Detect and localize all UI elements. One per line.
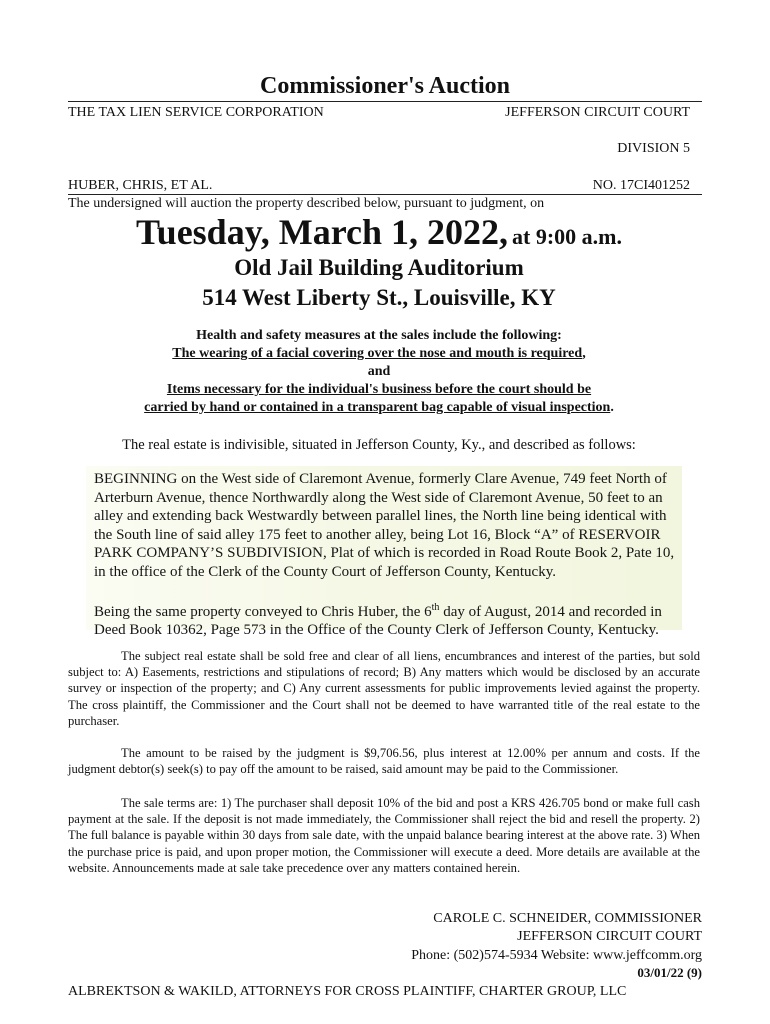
title-rule xyxy=(68,101,702,102)
judgment-amount-paragraph: The amount to be raised by the judgment is $9,706.56, plus interest at 12.00% per annum and costs. If the judgment debtor(s) seek(s) to pay off the amount to be raised, said amount may be paid to the Commissioner. xyxy=(68,746,700,777)
division: DIVISION 5 xyxy=(617,141,690,156)
health-item-1: The wearing of a facial covering over the nose and mouth is required, xyxy=(172,346,586,361)
sale-date: Tuesday, March 1, 2022, xyxy=(135,212,509,252)
sale-date-line xyxy=(68,212,690,252)
conveyance-note: Being the same property conveyed to Chris Huber, the 6th day of August, 2014 and recorded in Deed Book 10362, Page 573 in the Office of the County Clerk of Jefferson County, Kentucky. xyxy=(94,601,662,639)
sale-address: 514 West Liberty St., Louisville, KY xyxy=(202,285,556,310)
health-and: and xyxy=(367,364,391,379)
commissioner-court: JEFFERSON CIRCUIT COURT xyxy=(517,929,702,944)
page-title: Commissioner's Auction xyxy=(259,73,510,99)
court-name: JEFFERSON CIRCUIT COURT xyxy=(505,105,690,120)
real-estate-intro: The real estate is indivisible, situated in Jefferson County, Ky., and described as follows: xyxy=(122,437,636,453)
sale-time: at 9:00 a.m. xyxy=(512,224,623,249)
commissioner-name: CAROLE C. SCHNEIDER, COMMISSIONER xyxy=(433,911,702,926)
plaintiff-name: THE TAX LIEN SERVICE CORPORATION xyxy=(68,105,324,120)
sale-terms-paragraph: The sale terms are: 1) The purchaser shall deposit 10% of the bid and post a KRS 426.705 bond or make full cash payment at the sale. If the deposit is not made immediately, the Commissioner shall reject the bid and resell the property. 2) The full balance is payable within 30 days from sale date, with the unpaid balance bearing interest at the above rate. 3) When the purchase price is paid, and upon proper motion, the Commissioner will execute a deed. More details are available at the website. Announcements made at sale take precedence over any matters contained herein. xyxy=(68,796,700,875)
title-conditions-paragraph: The subject real estate shall be sold free and clear of all liens, encumbrances and interest of the parties, but sold subject to: A) Easements, restrictions and stipulations of record; B) Any matters which would be disclosed by an accurate survey or inspection of the property; and C) Any current assessments for public improvements levied against the property. The cross plaintiff, the Commissioner and the Court shall not be deemed to have warranted title of the real estate to the purchaser. xyxy=(68,649,700,728)
health-item-2a: Items necessary for the individual's business before the court should be xyxy=(166,382,592,397)
attorney-footer: ALBREKTSON & WAKILD, ATTORNEYS FOR CROSS PLAINTIFF, CHARTER GROUP, LLC xyxy=(68,984,627,999)
contact-info: Phone: (502)574-5934 Website: www.jeffcomm.org xyxy=(411,948,702,963)
legal-description-body: BEGINNING on the West side of Claremont Avenue, formerly Clare Avenue, 749 feet North of Arterburn Avenue, thence Northwardly along the West side of Claremont Avenue, 50 feet to an alley and extending back Westwardly between parallel lines, the North line being identical with the South line of said alley 175 feet to another alley, being Lot 16, Block “A” of RESERVOIR PARK COMPANY’S SUBDIVISION, Plat of which is recorded in Road Route Book 2, Pate 10, in the office of the Clerk of the County Court of Jefferson County, Kentucky. xyxy=(94,471,675,580)
case-number: NO. 17CI401252 xyxy=(592,178,690,193)
auction-intro: The undersigned will auction the property described below, pursuant to judgment, on xyxy=(68,196,545,211)
health-item-2b: carried by hand or contained in a transparent bag capable of visual inspection. xyxy=(144,400,614,415)
health-heading: Health and safety measures at the sales include the following: xyxy=(196,328,562,343)
defendant-name: HUBER, CHRIS, ET AL. xyxy=(68,178,213,193)
sale-venue: Old Jail Building Auditorium xyxy=(234,255,524,280)
notice-code: 03/01/22 (9) xyxy=(637,965,702,980)
legal-description xyxy=(86,466,682,639)
health-notice xyxy=(68,327,690,417)
